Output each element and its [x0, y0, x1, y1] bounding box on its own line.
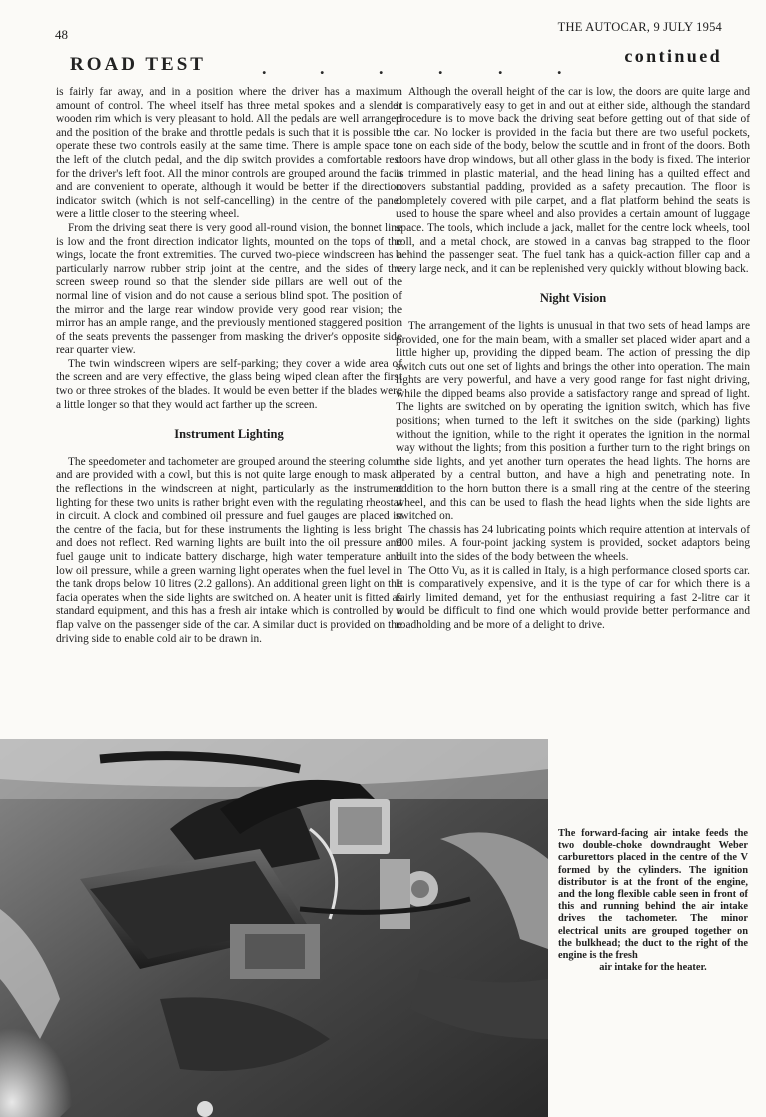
subheading-night-vision: Night Vision: [539, 291, 607, 306]
subheading-instrument-lighting: Instrument Lighting: [174, 427, 284, 442]
paragraph: The Otto Vu, as it is called in Italy, is a high performance closed sports car. It is comparatively expensive, and it is the type of car for which there is a fairly limited demand, yet for the enthusiast requiring a fast 2-litre car it would be difficult to find one which would provide better performance and roadholding and be more of a delight to drive.: [396, 564, 750, 631]
photo-caption: [558, 828, 748, 974]
engine-bay-photo: [0, 739, 548, 1117]
paragraph: From the driving seat there is very good all-round vision, the bonnet line is low and the front direction indicator lights, mounted on the tops of the wings, locate the front extremities. The curved two-piece windscreen has a particularly narrow rubber strip joint at the centre, and the sides of the screen sweep round so that the slender side pillars are well out of the normal line of vision and do not cause a serious blind spot. The position of the mirror and the large rear window provide very good rear vision; the mirror has an ample range, and the previously mentioned staggered position of the seats prevents the passenger from masking the driver's opposite side rear quarter view.: [56, 221, 402, 357]
caption-last-line: air intake for the heater.: [599, 962, 707, 974]
paragraph: The chassis has 24 lubricating points which require attention at intervals of 900 miles. A four-point jacking system is provided, socket adaptors being built into the sides of the body between the wheels.: [396, 523, 750, 563]
running-head: THE AUTOCAR, 9 JULY 1954: [557, 20, 722, 34]
page-number: 48: [55, 27, 68, 42]
caption-text: The forward-facing air intake feeds the two double-choke downdraught Weber carburettors placed in the centre of the V formed by the cylinders. The ignition distributor is at the front of the engine, and the long flexible cable seen in front of this and running behind the air intake drives the tachometer. The minor electrical units are grouped together on the bulkhead; the duct to the right of the engine is the fresh: [558, 828, 748, 962]
paragraph: Although the overall height of the car is low, the doors are quite large and it is comparatively easy to get in and out at either side, although the standard procedure is to move back the driving seat before getting out of that side of the car. No locker is provided in the facia but there are two useful pockets, one on each side of the body, below the scuttle and in front of the doors. Both doors have drop windows, but all other glass in the body is fixed. The interior is trimmed in plastic material, and the head lining has a quilted effect and covers substantial padding, provided as a safety precaution. The floor is completely covered with pile carpet, and a flat platform behind the seats is used to house the spare wheel and also provides a certain amount of luggage space. The tools, which include a jack, mallet for the centre lock wheels, tool roll, and a metal chock, are stowed in a canvas bag strapped to the floor behind the passenger seat. The fuel tank has a quick-action filler cap and a very large neck, and it can be replenished very quickly without blowing back.: [396, 86, 750, 275]
paragraph: The twin windscreen wipers are self-parking; they cover a wide area of the screen and are very effective, the glass being wiped clean after the first two or three strokes of the blades. It would be even better if the blades were a little longer so that they would act farther up the screen.: [56, 357, 402, 411]
left-column: [56, 86, 402, 646]
paragraph: The arrangement of the lights is unusual in that two sets of head lamps are provided, one for the main beam, with a smaller set placed wider apart and a little higher up, providing the dipped beam. The action of pressing the dip switch cuts out one set of lights and brings the other into operation. The main lights are very powerful, and have a very good range for fast night driving, while the dipped beams also provide a satisfactory range and spread of light. The lights are switched on by operating the ignition switch, which has five positions; when turned to the left it switches on the side (parking) lights without the ignition, while to the right it operates the ignition in the normal way without the lights; from this position a further turn to the right brings on the side lights, and yet another turn operates the head lights. The horns are operated by a central button, and have a high and penetrating note. In addition to the horn button there is a small ring at the centre of the steering wheel, and this can be used to flash the head lights when the side lights are switched on.: [396, 319, 750, 523]
paragraph: is fairly far away, and in a position where the driver has a maximum amount of control. The wheel itself has three metal spokes and a slender wooden rim which is very pleasant to hold. All the pedals are well arranged and the position of the brake and throttle pedals is such that it is possible to operate these two controls easily at the same time. There is ample space to the left of the clutch pedal, and the dip switch provides a comfortable rest for the driver's left foot. All the minor controls are grouped around the facia and are convenient to operate, although it would be better if the direction indicator switch (which is not self-cancelling) in the centre of the panel were a little closer to the steering wheel.: [56, 86, 402, 221]
section-title: ROAD TEST: [70, 54, 206, 75]
paragraph: The speedometer and tachometer are grouped around the steering column and are provided with a cowl, but this is not quite large enough to mask all the reflections in the windscreen at night, particularly as the instrument lighting for these two units is rather bright even with the regulating rheostat in circuit. A clock and combined oil pressure and fuel gauges are placed in the centre of the facia, but for these instruments the lighting is less bright and does not reflect. Red warning lights are built into the oil pressure and fuel gauge unit to indicate battery discharge, high water temperature and low oil pressure, while a green warning light operates when the fuel level in the tank drops below 10 litres (2.2 gallons). An additional green light on the facia operates when the side lights are switched on. A heater unit is fitted as standard equipment, and this has a fresh air intake which is controlled by a flap valve on the passenger side of the car. A similar duct is provided on the driving side to enable cold air to be drawn in.: [56, 455, 402, 645]
continued-label: continued: [624, 46, 722, 66]
right-column: [396, 86, 750, 633]
